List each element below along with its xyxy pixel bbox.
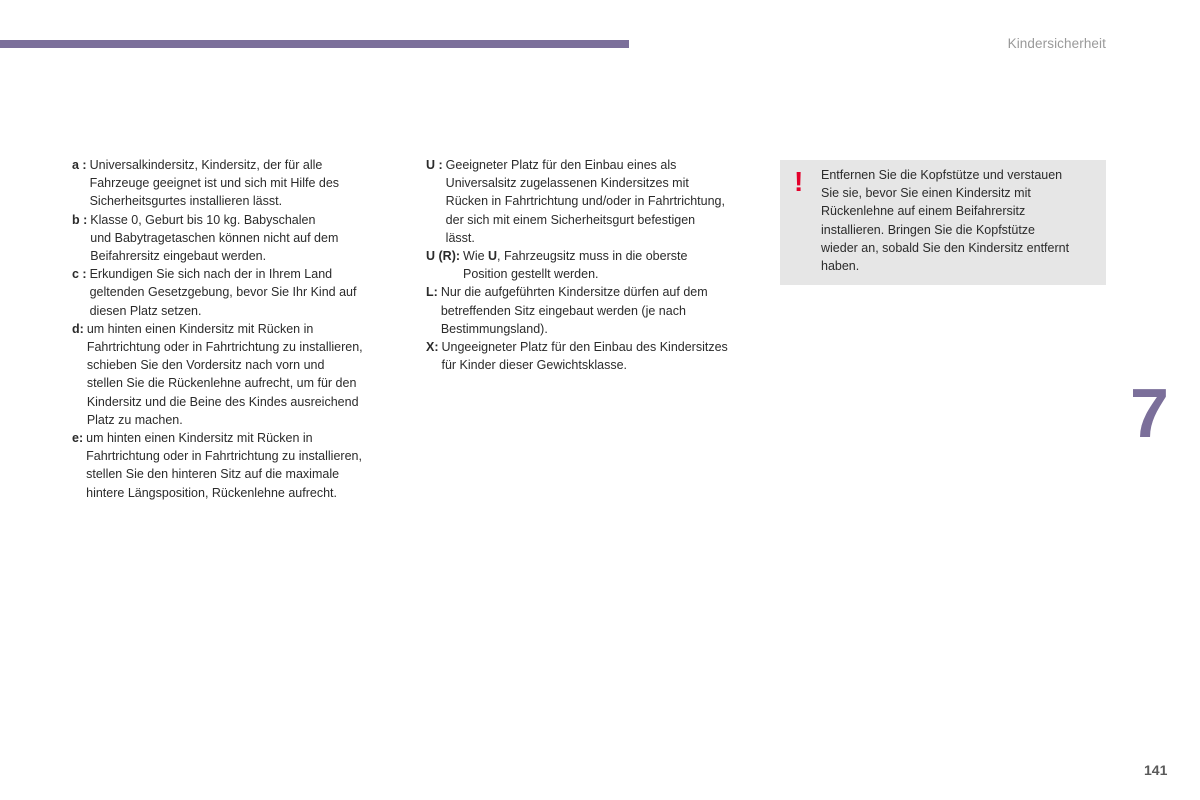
text-line: Bestimmungsland).: [440, 321, 548, 336]
text-line: Beifahrersitz eingebaut werden.: [90, 249, 267, 264]
legend-entry-a: [72, 156, 402, 211]
header-accent-bar: [0, 40, 629, 48]
text-line: schieben Sie den Vordersitz nach vorn und: [86, 358, 325, 373]
text-line: Fahrzeuge geeignet ist und sich mit Hilfe des: [89, 176, 340, 191]
text-line: hintere Längsposition, Rückenlehne aufrecht.: [86, 485, 337, 500]
legend-key: e:: [72, 431, 84, 446]
text-line: [463, 247, 766, 265]
bold-fragment: U: [488, 249, 498, 264]
text-line: Kindersitz und die Beine des Kindes ausreichend: [86, 394, 359, 409]
text-line: wieder an, sobald Sie den Kindersitz entfernt: [821, 240, 1070, 255]
text-line: Klasse 0, Geburt bis 10 kg. Babyschalen: [90, 212, 316, 227]
legend-text: [442, 338, 767, 374]
legend-entry-u-r: [426, 247, 766, 283]
text-line: der sich mit einem Sicherheitsgurt befestigen: [445, 212, 696, 227]
text-line: und Babytragetaschen können nicht auf dem: [90, 230, 339, 245]
text-fragment: , Fahrzeugsitz muss in die oberste: [497, 249, 688, 264]
text-line: um hinten einen Kindersitz mit Rücken in: [86, 321, 314, 336]
legend-key: c :: [72, 267, 87, 282]
text-line: Sie sie, bevor Sie einen Kindersitz mit: [821, 186, 1031, 201]
text-line: Ungeeigneter Platz für den Einbau des Kindersitzes: [441, 340, 728, 355]
legend-text: [90, 156, 402, 211]
legend-entry-b: [72, 211, 402, 266]
exclamation-icon: !: [794, 166, 804, 197]
text-line: Geeigneter Platz für den Einbau eines als: [445, 158, 677, 172]
legend-key: U :: [426, 158, 443, 172]
text-line: stellen Sie den hinteren Sitz auf die maximale: [86, 467, 340, 482]
legend-key: b :: [72, 212, 88, 227]
text-line: stellen Sie die Rückenlehne aufrecht, um für den: [86, 376, 357, 391]
text-line: diesen Platz setzen.: [89, 303, 202, 318]
text-fragment: Wie: [463, 249, 489, 264]
text-line: Sicherheitsgurtes installieren lässt.: [89, 194, 283, 209]
text-line: geltenden Gesetzgebung, bevor Sie Ihr Kind auf: [89, 285, 357, 300]
legend-text: [463, 247, 766, 283]
text-line: Rückenlehne auf einem Beifahrersitz: [821, 204, 1026, 219]
legend-text: [86, 429, 402, 502]
legend-entry-c: [72, 265, 402, 320]
text-line: lässt.: [445, 230, 475, 245]
legend-text: [90, 211, 402, 266]
legend-left-column: [72, 156, 402, 502]
legend-key: X:: [426, 340, 439, 355]
legend-key: U (R):: [426, 249, 461, 264]
text-line: haben.: [821, 259, 860, 274]
warning-box: [780, 160, 1106, 285]
legend-text: [90, 265, 402, 320]
text-line: für Kinder dieser Gewichtsklasse.: [441, 358, 627, 373]
section-title: Kindersicherheit: [1007, 36, 1106, 51]
text-line: Entfernen Sie die Kopfstütze und verstauen: [821, 168, 1063, 182]
legend-key: d:: [72, 321, 84, 336]
text-line: Position gestellt werden.: [463, 267, 599, 282]
page-number: 141: [1144, 762, 1168, 778]
chapter-number: 7: [1130, 374, 1169, 452]
legend-middle-column: [426, 156, 766, 374]
legend-entry-d: [72, 320, 402, 429]
text-line: Nur die aufgeführten Kindersitze dürfen auf dem: [440, 285, 708, 300]
legend-key: a :: [72, 158, 87, 172]
legend-key: L:: [426, 285, 438, 300]
legend-entry-u: [426, 156, 766, 247]
legend-entry-e: [72, 429, 402, 502]
legend-text: [446, 156, 766, 247]
text-line: Rücken in Fahrtrichtung und/oder in Fahrtrichtung,: [445, 194, 725, 209]
legend-text: [441, 283, 766, 338]
text-line: installieren. Bringen Sie die Kopfstütze: [821, 222, 1036, 237]
text-line: Universalkindersitz, Kindersitz, der für alle: [89, 158, 323, 172]
text-line: Fahrtrichtung oder in Fahrtrichtung zu installieren,: [86, 340, 363, 355]
legend-entry-l: [426, 283, 766, 338]
legend-text: [87, 320, 402, 429]
warning-text: [821, 166, 1101, 275]
text-line: Fahrtrichtung oder in Fahrtrichtung zu installieren,: [86, 449, 362, 464]
text-line: Erkundigen Sie sich nach der in Ihrem Land: [89, 267, 333, 282]
text-line: um hinten einen Kindersitz mit Rücken in: [86, 431, 313, 446]
legend-entry-x: [426, 338, 766, 374]
text-line: Universalsitz zugelassenen Kindersitzes mit: [445, 176, 689, 191]
text-line: Platz zu machen.: [86, 412, 183, 427]
text-line: betreffenden Sitz eingebaut werden (je nach: [440, 303, 686, 318]
